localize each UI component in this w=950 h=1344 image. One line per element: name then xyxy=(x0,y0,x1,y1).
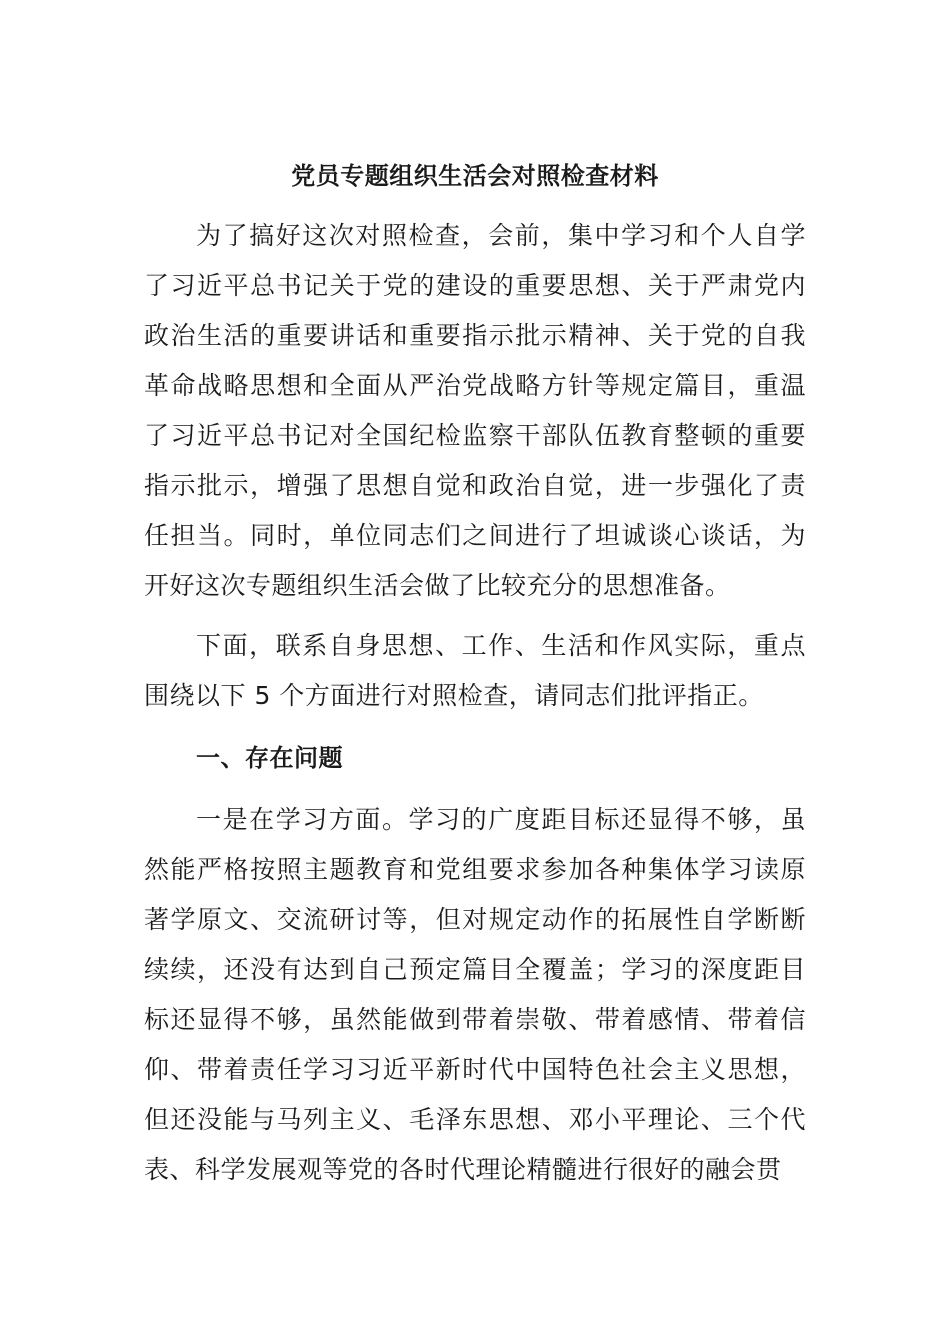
section-heading: 一、存在问题 xyxy=(196,744,343,772)
document-title: 党员专题组织生活会对照检查材料 xyxy=(291,162,659,190)
scope-paragraph: 下面，联系自身思想、工作、生活和作风实际，重点围绕以下 5 个方面进行对照检查，请同志们批评指正。 xyxy=(144,631,806,710)
intro-paragraph: 为了搞好这次对照检查，会前，集中学习和个人自学了习近平总书记关于党的建设的重要思想、关于严肃党内政治生活的重要讲话和重要指示批示精神、关于党的自我革命战略思想和全面从严治党战略方针等规定篇目，重温了习近平总书记对全国纪检监察干部队伍教育整顿的重要指示批示，增强了思想自觉和政治自觉，进一步强化了责任担当。同时，单位同志们之间进行了坦诚谈心谈话，为开好这次专题组织生活会做了比较充分的思想准备。 xyxy=(144,221,806,600)
study-issue-paragraph: 一是在学习方面。学习的广度距目标还显得不够，虽然能严格按照主题教育和党组要求参加各种集体学习读原著学原文、交流研讨等，但对规定动作的拓展性自学断断续续，还没有达到自己预定篇目全覆盖；学习的深度距目标还显得不够，虽然能做到带着崇敬、带着感情、带着信仰、带着责任学习习近平新时代中国特色社会主义思想，但还没能与马列主义、毛泽东思想、邓小平理论、三个代表、科学发展观等党的各时代理论精髓进行很好的融会贯 xyxy=(144,805,806,1184)
